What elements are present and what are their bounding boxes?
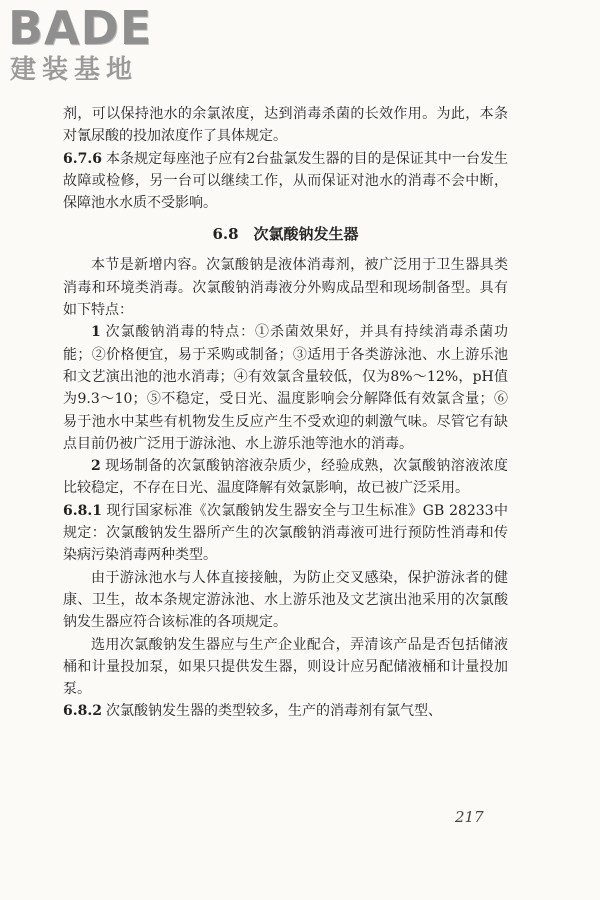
page-body — [63, 103, 508, 723]
clause-text: 次氯酸钠发生器的类型较多，生产的消毒剂有氯气型、 — [105, 703, 442, 720]
bade-logo — [8, 2, 188, 92]
clause-number: 6.8.2 — [63, 703, 102, 720]
list-item-1 — [63, 321, 508, 455]
logo-subtitle: 建装基地 — [10, 55, 139, 85]
paragraph-continuation: 剂，可以保持池水的余氯浓度，达到消毒杀菌的长效作用。为此，本条对氰尿酸的投加浓度作了具体规定。 — [63, 106, 508, 145]
list-item-number: 1 — [91, 324, 101, 341]
clause-6-8-1 — [63, 500, 508, 567]
list-item-number: 2 — [91, 458, 101, 475]
clause-6-8-2 — [63, 700, 508, 722]
clause-6-8-1-paragraph-3: 选用次氯酸钠发生器应与生产企业配合，弄清该产品是否包括储液桶和计量投加泵，如果只提供发生器，则设计应另配储液桶和计量投加泵。 — [63, 636, 508, 698]
list-item-2 — [63, 455, 508, 500]
list-item-text: 次氯酸钠消毒的特点：①杀菌效果好，并具有持续消毒杀菌功能；②价格便宜，易于采购或制备；③适用于各类游泳池、水上游乐池和文艺演出池的池水消毒；④有效氯含量较低，仅为8%～12%，pH值为9.3～10；⑤不稳定，受日光、温度影响会分解降低有效氯含量；⑥易于池水中某些有机物发生反应产生不受欢迎的刺激气味。尽管它有缺点目前仍被广泛用于游泳池、水上游乐池等池水的消毒。 — [63, 324, 508, 452]
clause-6-7-6 — [63, 148, 508, 215]
page-number: 217 — [455, 808, 484, 826]
clause-text: 本条规定每座池子应有2台盐氯发生器的目的是保证其中一台发生故障或检修，另一台可以继续工作，从而保证对池水的消毒不会中断，保障池水水质不受影响。 — [63, 150, 508, 212]
clause-number: 6.7.6 — [63, 150, 102, 167]
section-intro: 本节是新增内容。次氯酸钠是液体消毒剂，被广泛用于卫生器具类消毒和环境类消毒。次氯酸钠消毒液分外购成品型和现场制备型。具有如下特点： — [63, 257, 508, 319]
list-item-text: 现场制备的次氯酸钠溶液杂质少，经验成熟，次氯酸钠溶液浓度比较稳定，不存在日光、温度降解有效氯影响，故已被广泛采用。 — [63, 458, 508, 497]
clause-6-8-1-paragraph-2: 由于游泳池水与人体直接接触，为防止交叉感染，保护游泳者的健康、卫生，故本条规定游泳池、水上游乐池及文艺演出池采用的次氯酸钠发生器应符合该标准的各项规定。 — [63, 569, 508, 631]
clause-number: 6.8.1 — [63, 502, 102, 519]
logo-brand-text: BADE — [8, 1, 153, 55]
section-heading-6-8: 6.8 次氯酸钠发生器 — [212, 225, 359, 244]
clause-text: 现行国家标准《次氯酸钠发生器安全与卫生标准》GB 28233中规定：次氯酸钠发生器所产生的次氯酸钠消毒液可进行预防性消毒和传染病污染消毒两种类型。 — [63, 502, 508, 564]
